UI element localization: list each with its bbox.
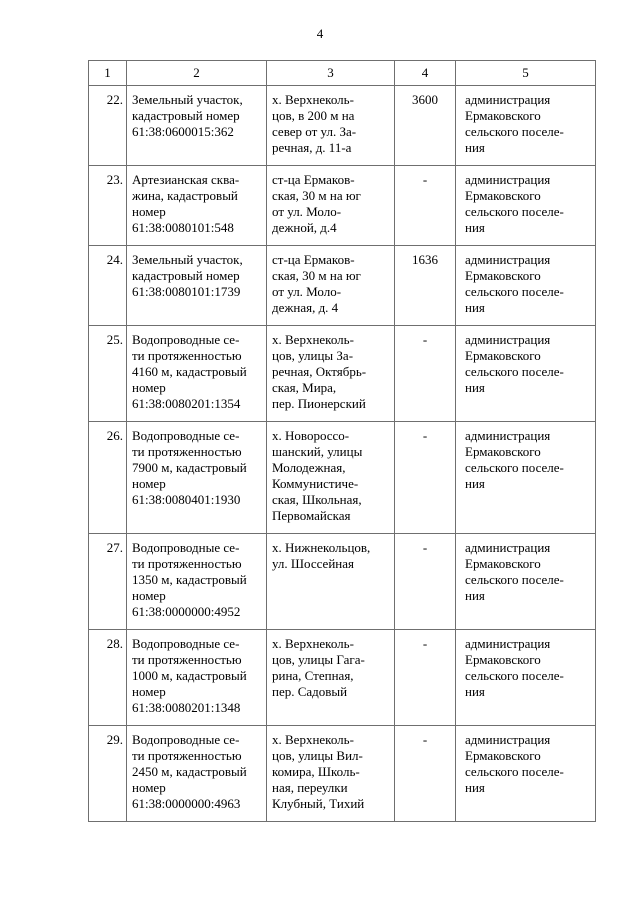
area-cell	[395, 630, 456, 726]
object-name-cell	[127, 726, 267, 822]
table-row	[89, 422, 596, 534]
owner-cell	[456, 630, 596, 726]
owner-cell-text: администрация Ермаковского сельского поселе- ния	[465, 540, 564, 603]
address-cell	[267, 534, 395, 630]
column-header: 1	[89, 61, 127, 86]
owner-cell	[456, 726, 596, 822]
owner-cell	[456, 326, 596, 422]
row-number-cell-text: 29.	[106, 732, 123, 747]
object-name-cell-text: Земельный участок, кадастровый номер 61:38:0600015:362	[132, 92, 243, 139]
address-cell-text: х. Верхнеколь- цов, улицы За- речная, Октябрь- ская, Мира, пер. Пионерский	[272, 332, 367, 411]
object-name-cell-text: Артезианская сква- жина, кадастровый номер 61:38:0080101:548	[132, 172, 240, 235]
address-cell	[267, 630, 395, 726]
table-row	[89, 326, 596, 422]
object-name-cell-text: Водопроводные се- ти протяженностью 1000 м, кадастровый номер 61:38:0080201:1348	[132, 636, 247, 715]
area-cell	[395, 326, 456, 422]
address-cell	[267, 422, 395, 534]
area-cell	[395, 166, 456, 246]
object-name-cell-text: Водопроводные се- ти протяженностью 1350 м, кадастровый номер 61:38:0000000:4952	[132, 540, 247, 619]
property-table	[88, 60, 596, 822]
row-number-cell	[89, 534, 127, 630]
owner-cell	[456, 166, 596, 246]
row-number-cell	[89, 166, 127, 246]
area-cell-text: -	[422, 540, 428, 555]
address-cell-text: ст-ца Ермаков- ская, 30 м на юг от ул. Моло- дежной, д.4	[272, 172, 361, 235]
row-number-cell-text: 25.	[106, 332, 123, 347]
table-header-row	[89, 61, 596, 86]
object-name-cell-text: Водопроводные се- ти протяженностью 7900 м, кадастровый номер 61:38:0080401:1930	[132, 428, 247, 507]
owner-cell-text: администрация Ермаковского сельского поселе- ния	[465, 252, 564, 315]
owner-cell	[456, 86, 596, 166]
table-row	[89, 86, 596, 166]
row-number-cell-text: 26.	[106, 428, 123, 443]
area-cell	[395, 86, 456, 166]
address-cell-text: х. Верхнеколь- цов, в 200 м на север от ул. За- речная, д. 11-а	[272, 92, 357, 155]
row-number-cell-text: 28.	[106, 636, 123, 651]
area-cell-text: -	[422, 428, 428, 443]
owner-cell-text: администрация Ермаковского сельского поселе- ния	[465, 428, 564, 491]
row-number-cell-text: 27.	[106, 540, 123, 555]
table-row	[89, 534, 596, 630]
page-number: 4	[316, 26, 324, 41]
row-number-cell	[89, 326, 127, 422]
column-header: 3	[267, 61, 395, 86]
area-cell-text: -	[422, 332, 428, 347]
owner-cell-text: администрация Ермаковского сельского поселе- ния	[465, 732, 564, 795]
object-name-cell	[127, 86, 267, 166]
row-number-cell	[89, 86, 127, 166]
column-header: 4	[395, 61, 456, 86]
object-name-cell	[127, 326, 267, 422]
owner-cell	[456, 534, 596, 630]
object-name-cell	[127, 246, 267, 326]
address-cell-text: х. Верхнеколь- цов, улицы Вил- комира, Школь- ная, переулки Клубный, Тихий	[272, 732, 365, 811]
address-cell	[267, 726, 395, 822]
table-row	[89, 166, 596, 246]
row-number-cell	[89, 726, 127, 822]
row-number-cell	[89, 246, 127, 326]
address-cell	[267, 166, 395, 246]
column-header: 5	[456, 61, 596, 86]
area-cell-text: 3600	[412, 92, 438, 107]
area-cell	[395, 726, 456, 822]
object-name-cell-text: Земельный участок, кадастровый номер 61:38:0080101:1739	[132, 252, 243, 299]
row-number-cell-text: 22.	[106, 92, 123, 107]
owner-cell-text: администрация Ермаковского сельского поселе- ния	[465, 92, 564, 155]
area-cell-text: -	[422, 732, 428, 747]
object-name-cell	[127, 422, 267, 534]
object-name-cell	[127, 166, 267, 246]
owner-cell-text: администрация Ермаковского сельского поселе- ния	[465, 332, 564, 395]
address-cell-text: х. Нижнекольцов, ул. Шоссейная	[272, 540, 371, 571]
object-name-cell	[127, 534, 267, 630]
owner-cell-text: администрация Ермаковского сельского поселе- ния	[465, 172, 564, 235]
owner-cell	[456, 422, 596, 534]
address-cell-text: х. Новороссо- шанский, улицы Молодежная, Коммунистиче- ская, Школьная, Первомайская	[272, 428, 363, 523]
table-row	[89, 630, 596, 726]
object-name-cell-text: Водопроводные се- ти протяженностью 4160 м, кадастровый номер 61:38:0080201:1354	[132, 332, 247, 411]
area-cell-text: -	[422, 636, 428, 651]
address-cell	[267, 86, 395, 166]
area-cell	[395, 534, 456, 630]
address-cell	[267, 326, 395, 422]
area-cell-text: -	[422, 172, 428, 187]
area-cell	[395, 422, 456, 534]
area-cell-text: 1636	[412, 252, 438, 267]
table-row	[89, 726, 596, 822]
address-cell-text: ст-ца Ермаков- ская, 30 м на юг от ул. Моло- дежная, д. 4	[272, 252, 361, 315]
owner-cell	[456, 246, 596, 326]
object-name-cell	[127, 630, 267, 726]
row-number-cell	[89, 630, 127, 726]
table-row	[89, 246, 596, 326]
owner-cell-text: администрация Ермаковского сельского поселе- ния	[465, 636, 564, 699]
object-name-cell-text: Водопроводные се- ти протяженностью 2450 м, кадастровый номер 61:38:0000000:4963	[132, 732, 247, 811]
row-number-cell-text: 24.	[106, 252, 123, 267]
row-number-cell	[89, 422, 127, 534]
address-cell	[267, 246, 395, 326]
row-number-cell-text: 23.	[106, 172, 123, 187]
address-cell-text: х. Верхнеколь- цов, улицы Гага- рина, Степная, пер. Садовый	[272, 636, 365, 699]
column-header: 2	[127, 61, 267, 86]
area-cell	[395, 246, 456, 326]
